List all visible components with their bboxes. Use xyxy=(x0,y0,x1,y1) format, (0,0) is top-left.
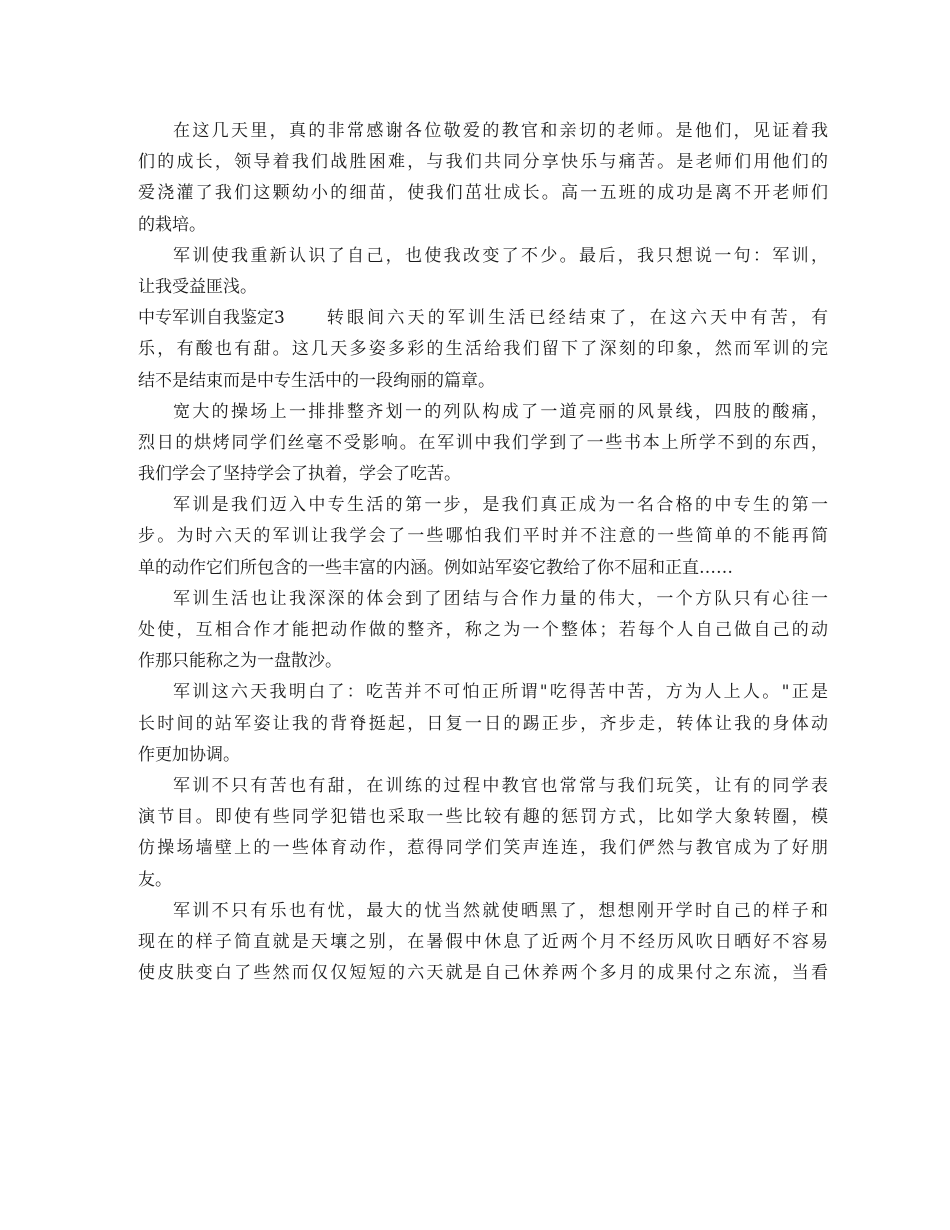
text-line: 现在的样子简直就是天壤之别，在暑假中休息了近两个月不经历风吹日晒好不容易 xyxy=(138,931,828,952)
text-line: 单的动作它们所包含的一些丰富的内涵。例如站军姿它教给了你不屈和正直…… xyxy=(138,557,733,578)
text-line: 演节目。即使有些同学犯错也采取一些比较有趣的惩罚方式，比如学大象转圈，模 xyxy=(138,807,828,828)
text-line: 步。为时六天的军训让我学会了一些哪怕我们平时并不注意的一些简单的不能再简 xyxy=(138,526,828,547)
text-line: 长时间的站军姿让我的背脊挺起，日复一日的踢正步，齐步走，转体让我的身体动 xyxy=(138,713,828,734)
document-body xyxy=(138,116,828,989)
text-line: 爱浇灌了我们这颗幼小的细苗，使我们茁壮成长。高一五班的成功是离不开老师们 xyxy=(138,183,828,204)
text-line: 军训是我们迈入中专生活的第一步，是我们真正成为一名合格的中专生的第一 xyxy=(173,495,828,516)
text-line: 让我受益匪浅。 xyxy=(138,276,257,297)
text-line: 结不是结束而是中专生活中的一段绚丽的篇章。 xyxy=(138,370,495,391)
text-line: 友。 xyxy=(138,869,172,890)
text-line: 们的成长，领导着我们战胜困难，与我们共同分享快乐与痛苦。是老师们用他们的 xyxy=(138,152,828,173)
text-line: 作更加协调。 xyxy=(138,744,240,765)
text-line: 军训不只有苦也有甜，在训练的过程中教官也常常与我们玩笑，让有的同学表 xyxy=(173,775,828,796)
text-line: 宽大的操场上一排排整齐划一的列队构成了一道亮丽的风景线，四肢的酸痛， xyxy=(173,401,828,422)
text-line: 使皮肤变白了些然而仅仅短短的六天就是自己休养两个多月的成果付之东流，当看 xyxy=(138,963,828,984)
section-heading-line xyxy=(138,303,828,334)
text-line: 军训这六天我明白了：吃苦并不可怕正所谓"吃得苦中苦，方为人上人。"正是 xyxy=(173,682,828,703)
text-line: 转眼间六天的军训生活已经结束了，在这六天中有苦，有 xyxy=(326,308,828,329)
text-line: 军训使我重新认识了自己，也使我改变了不少。最后，我只想说一句：军训， xyxy=(173,245,828,266)
section-heading: 中专军训自我鉴定3 xyxy=(138,308,285,329)
text-line: 的栽培。 xyxy=(138,214,206,235)
text-line: 烈日的烘烤同学们丝毫不受影响。在军训中我们学到了一些书本上所学不到的东西， xyxy=(138,432,828,453)
text-line: 在这几天里，真的非常感谢各位敬爱的教官和亲切的老师。是他们，见证着我 xyxy=(173,121,828,141)
text-line: 乐，有酸也有甜。这几天多姿多彩的生活给我们留下了深刻的印象，然而军训的完 xyxy=(138,339,828,360)
text-line: 仿操场墙壁上的一些体育动作，惹得同学们笑声连连，我们俨然与教官成为了好朋 xyxy=(138,838,828,859)
text-line: 我们学会了坚持学会了执着，学会了吃苦。 xyxy=(138,464,461,485)
text-line: 军训不只有乐也有忧，最大的忧当然就使晒黑了，想想刚开学时自己的样子和 xyxy=(173,900,828,921)
text-line: 作那只能称之为一盘散沙。 xyxy=(138,651,342,672)
text-line: 军训生活也让我深深的体会到了团结与合作力量的伟大，一个方队只有心往一 xyxy=(173,588,828,609)
text-line: 处使，互相合作才能把动作做的整齐，称之为一个整体；若每个人自己做自己的动 xyxy=(138,620,828,640)
